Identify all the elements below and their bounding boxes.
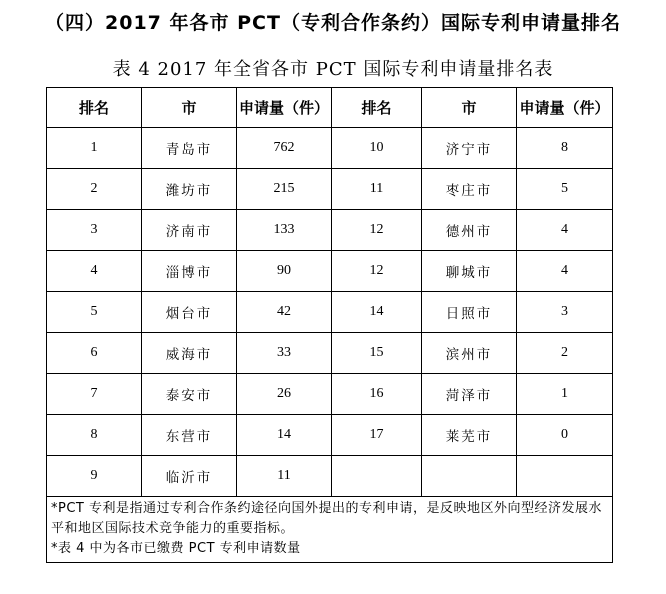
table-row <box>47 169 613 210</box>
cell-rank: 1 <box>47 128 142 169</box>
cell-rank: 16 <box>332 374 422 415</box>
cell-city: 淄博市 <box>142 251 237 292</box>
cell-count: 8 <box>517 128 613 169</box>
header-rank: 排名 <box>47 88 142 128</box>
cell-city: 济宁市 <box>422 128 517 169</box>
table-caption: 表 4 2017 年全省各市 PCT 国际专利申请量排名表 <box>112 59 554 80</box>
pct-ranking-table <box>46 87 613 563</box>
cell-count: 11 <box>237 456 332 497</box>
cell-count: 4 <box>517 251 613 292</box>
note-pct-definition: *PCT 专利是指通过专利合作条约途径向国外提出的专利申请，是反映地区外向型经济发展水平和地区国际技术竞争能力的重要指标。 <box>51 501 602 536</box>
cell-rank: 9 <box>47 456 142 497</box>
cell-city: 临沂市 <box>142 456 237 497</box>
cell-rank: 17 <box>332 415 422 456</box>
cell-count: 26 <box>237 374 332 415</box>
cell-city: 滨州市 <box>422 333 517 374</box>
cell-rank: 5 <box>47 292 142 333</box>
header-city: 市 <box>422 88 517 128</box>
cell-count: 0 <box>517 415 613 456</box>
table-row <box>47 415 613 456</box>
cell-city: 莱芜市 <box>422 415 517 456</box>
section-heading: （四）2017 年各市 PCT（专利合作条约）国际专利申请量排名 <box>45 12 621 34</box>
cell-rank: 7 <box>47 374 142 415</box>
cell-rank: 3 <box>47 210 142 251</box>
table-row <box>47 292 613 333</box>
cell-rank: 8 <box>47 415 142 456</box>
cell-rank: 10 <box>332 128 422 169</box>
cell-rank: 6 <box>47 333 142 374</box>
cell-count: 762 <box>237 128 332 169</box>
cell-city: 菏泽市 <box>422 374 517 415</box>
table-row <box>47 333 613 374</box>
notes-row <box>47 497 613 563</box>
cell-count: 33 <box>237 333 332 374</box>
cell-city: 泰安市 <box>142 374 237 415</box>
cell-count: 4 <box>517 210 613 251</box>
cell-count: 3 <box>517 292 613 333</box>
table-row <box>47 251 613 292</box>
cell-rank: 15 <box>332 333 422 374</box>
cell-rank: 11 <box>332 169 422 210</box>
cell-city: 德州市 <box>422 210 517 251</box>
header-city: 市 <box>142 88 237 128</box>
cell-city <box>422 456 517 497</box>
cell-city: 潍坊市 <box>142 169 237 210</box>
cell-rank: 2 <box>47 169 142 210</box>
cell-city: 枣庄市 <box>422 169 517 210</box>
cell-count: 133 <box>237 210 332 251</box>
cell-rank: 14 <box>332 292 422 333</box>
table-row <box>47 210 613 251</box>
cell-count: 1 <box>517 374 613 415</box>
cell-rank: 4 <box>47 251 142 292</box>
cell-city: 日照市 <box>422 292 517 333</box>
cell-count: 5 <box>517 169 613 210</box>
cell-city: 东营市 <box>142 415 237 456</box>
table-row <box>47 374 613 415</box>
cell-city: 烟台市 <box>142 292 237 333</box>
header-count: 申请量（件） <box>237 88 332 128</box>
header-rank: 排名 <box>332 88 422 128</box>
cell-rank: 12 <box>332 210 422 251</box>
cell-count <box>517 456 613 497</box>
note-data-scope: *表 4 中为各市已缴费 PCT 专利申请数量 <box>51 541 301 556</box>
table-row <box>47 456 613 497</box>
header-count: 申请量（件） <box>517 88 613 128</box>
cell-city: 青岛市 <box>142 128 237 169</box>
cell-rank: 12 <box>332 251 422 292</box>
cell-city: 威海市 <box>142 333 237 374</box>
cell-city: 济南市 <box>142 210 237 251</box>
cell-count: 14 <box>237 415 332 456</box>
table-row <box>47 128 613 169</box>
cell-count: 90 <box>237 251 332 292</box>
cell-count: 2 <box>517 333 613 374</box>
table-header-row <box>47 88 613 128</box>
cell-count: 215 <box>237 169 332 210</box>
cell-city: 聊城市 <box>422 251 517 292</box>
notes-cell <box>47 497 613 563</box>
cell-rank <box>332 456 422 497</box>
cell-count: 42 <box>237 292 332 333</box>
